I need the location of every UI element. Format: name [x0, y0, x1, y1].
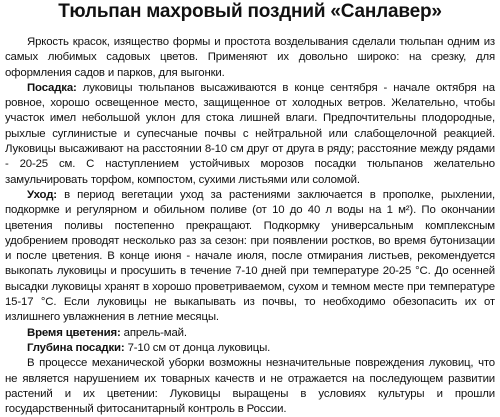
planting-paragraph	[5, 81, 495, 188]
care-text: в период вегетации уход за растениями заключается в прополке, рыхлении, подкормке и регулярном и обильном поливе (от 10 до 40 л воды на 1 м²). По окончании цветения поливы постепенно прекращают. Подкормку универсальным комплексным удобрением проводят несколько раз за сезон: при появлении ростков, во время бутонизации и после цветения. В конце июня - начале июля, после отмирания листьев, рекомендуется выкопать луковицы и просушить в течение 7-10 дней при температуре 20-25 °С. До осенней высадки луковицы хранят в хорошо проветриваемом, сухом и темном месте при температуре 15-17 °С. Если луковицы не выкапывать из почвы, то необходимо обезопасить их от излишнего увлажнения в летние месяцы.	[5, 188, 495, 324]
bloom-time-text: апрель-май.	[120, 326, 187, 339]
bloom-time-paragraph	[5, 326, 495, 341]
planting-depth-label: Глубина посадки:	[27, 341, 125, 354]
care-paragraph	[5, 188, 495, 326]
planting-text: луковицы тюльпанов высаживаются в конце сентября - начале октября на ровное, хорошо освещенное место, защищенное от холодных ветров. Желательно, чтобы участок имел небольшой уклон для стока лишней влаги. Предпочтительны плодородные, рыхлые суглинистые и супесчаные почвы с нейтральной или слабощелочной реакцией. Луковицы высаживают на расстоянии 8-10 см друг от друга в ряду; расстояние между рядами - 20-25 см. С наступлением устойчивых морозов посадки тюльпанов желательно замульчировать торфом, компостом, сухими листьями или соломой.	[5, 81, 495, 186]
product-title: Тюльпан махровый поздний «Санлавер»	[58, 1, 442, 22]
closing-paragraph: В процессе механической уборки возможны незначительные повреждения луковиц, что не является нарушением их товарных качеств и не отражается на последующем развитии растений и их цветении: Луковицы выращены в условиях культуры и прошли государственный фитосанитарный контроль в России.	[5, 357, 495, 416]
intro-paragraph: Яркость красок, изящество формы и простота возделывания сделали тюльпан одним из самых любимых садовых цветов. Применяют их довольно широко: на срезку, для оформления садов и парков, для выгонки.	[5, 36, 495, 79]
planting-depth-paragraph	[5, 341, 495, 356]
bloom-time-label: Время цветения:	[27, 326, 121, 339]
care-label: Уход:	[27, 188, 57, 201]
planting-depth-text: 7-10 см от донца луковицы.	[124, 341, 271, 354]
product-description-sheet	[5, 0, 495, 416]
description-body	[5, 35, 495, 417]
planting-label: Посадка:	[27, 81, 77, 94]
